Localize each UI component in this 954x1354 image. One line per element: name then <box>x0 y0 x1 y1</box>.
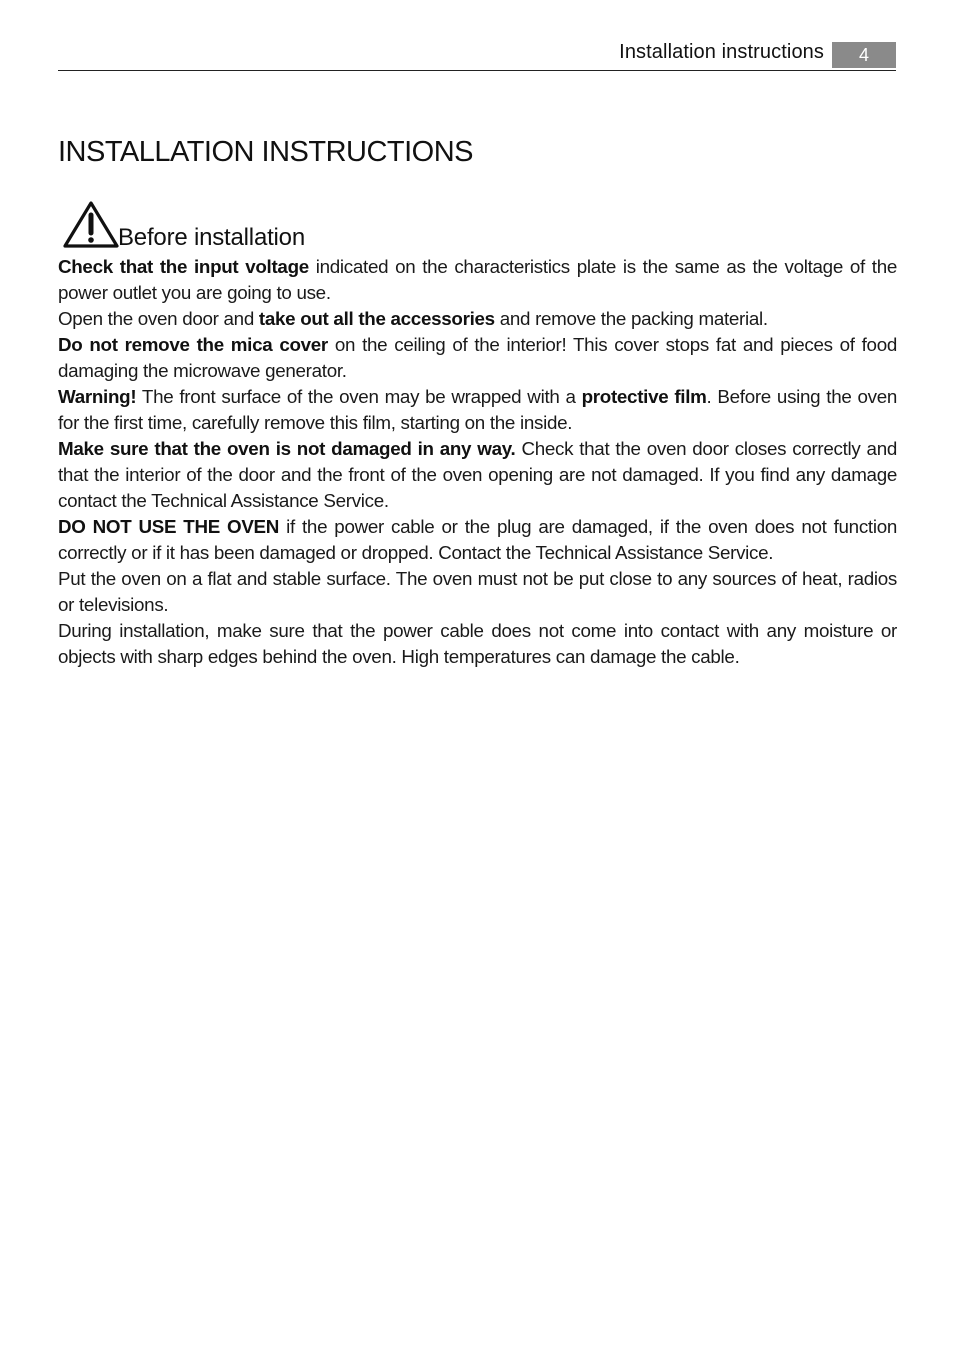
paragraph-text: Open the oven door and <box>58 308 259 329</box>
emphasis: take out all the accessories <box>258 308 495 329</box>
paragraph-stable-surface <box>58 566 897 618</box>
paragraph-do-not-use <box>58 514 897 566</box>
paragraph-mica-cover <box>58 332 897 384</box>
warning-triangle-icon <box>62 200 120 250</box>
paragraph-text: During installation, make sure that the power cable does not come into contact with any moisture or objects with sharp edges behind the oven. High temperatures can damage the cable. <box>58 620 897 667</box>
paragraph-text: indicated on the characteristics plate is the same as the voltage of the power outlet you are going to use. <box>58 256 897 303</box>
paragraph-text: Put the oven on a flat and stable surface. The oven must not be put close to any sources of heat, radios or televisions. <box>58 568 897 615</box>
paragraph-accessories <box>58 306 897 332</box>
body-text <box>58 254 897 670</box>
running-header <box>58 40 896 71</box>
paragraph-power-cable <box>58 618 897 670</box>
paragraph-text: Check that the oven door closes correctly and that the interior of the door and the front of the oven opening are not damaged. If you find any damage contact the Technical Assistance Service. <box>58 438 897 511</box>
paragraph-damage-check <box>58 436 897 514</box>
running-title: Installation instructions <box>619 41 824 63</box>
paragraph-text: . Before using the oven for the first time, carefully remove this film, starting on the inside. <box>58 386 898 433</box>
paragraph-text: on the ceiling of the interior! This cover stops fat and pieces of food damaging the microwave generator. <box>58 334 897 381</box>
emphasis: Check that the input voltage <box>58 256 309 277</box>
paragraph-protective-film <box>58 384 897 436</box>
emphasis: Warning! <box>58 386 137 407</box>
emphasis: protective film <box>581 386 707 407</box>
section-title: Before installation <box>118 224 305 251</box>
paragraph-text: if the power cable or the plug are damaged, if the oven does not function correctly or if it has been damaged or dropped. Contact the Technical Assistance Service. <box>58 516 897 563</box>
page-number: 4 <box>832 42 896 68</box>
emphasis: Make sure that the oven is not damaged in any way. <box>58 438 516 459</box>
section-heading <box>62 194 305 250</box>
paragraph-input-voltage <box>58 254 897 306</box>
paragraph-text: and remove the packing material. <box>494 308 768 329</box>
page-title: INSTALLATION INSTRUCTIONS <box>58 136 474 168</box>
emphasis: DO NOT USE THE OVEN <box>58 516 280 537</box>
emphasis: Do not remove the mica cover <box>58 334 328 355</box>
paragraph-text: The front surface of the oven may be wrapped with a <box>136 386 582 407</box>
